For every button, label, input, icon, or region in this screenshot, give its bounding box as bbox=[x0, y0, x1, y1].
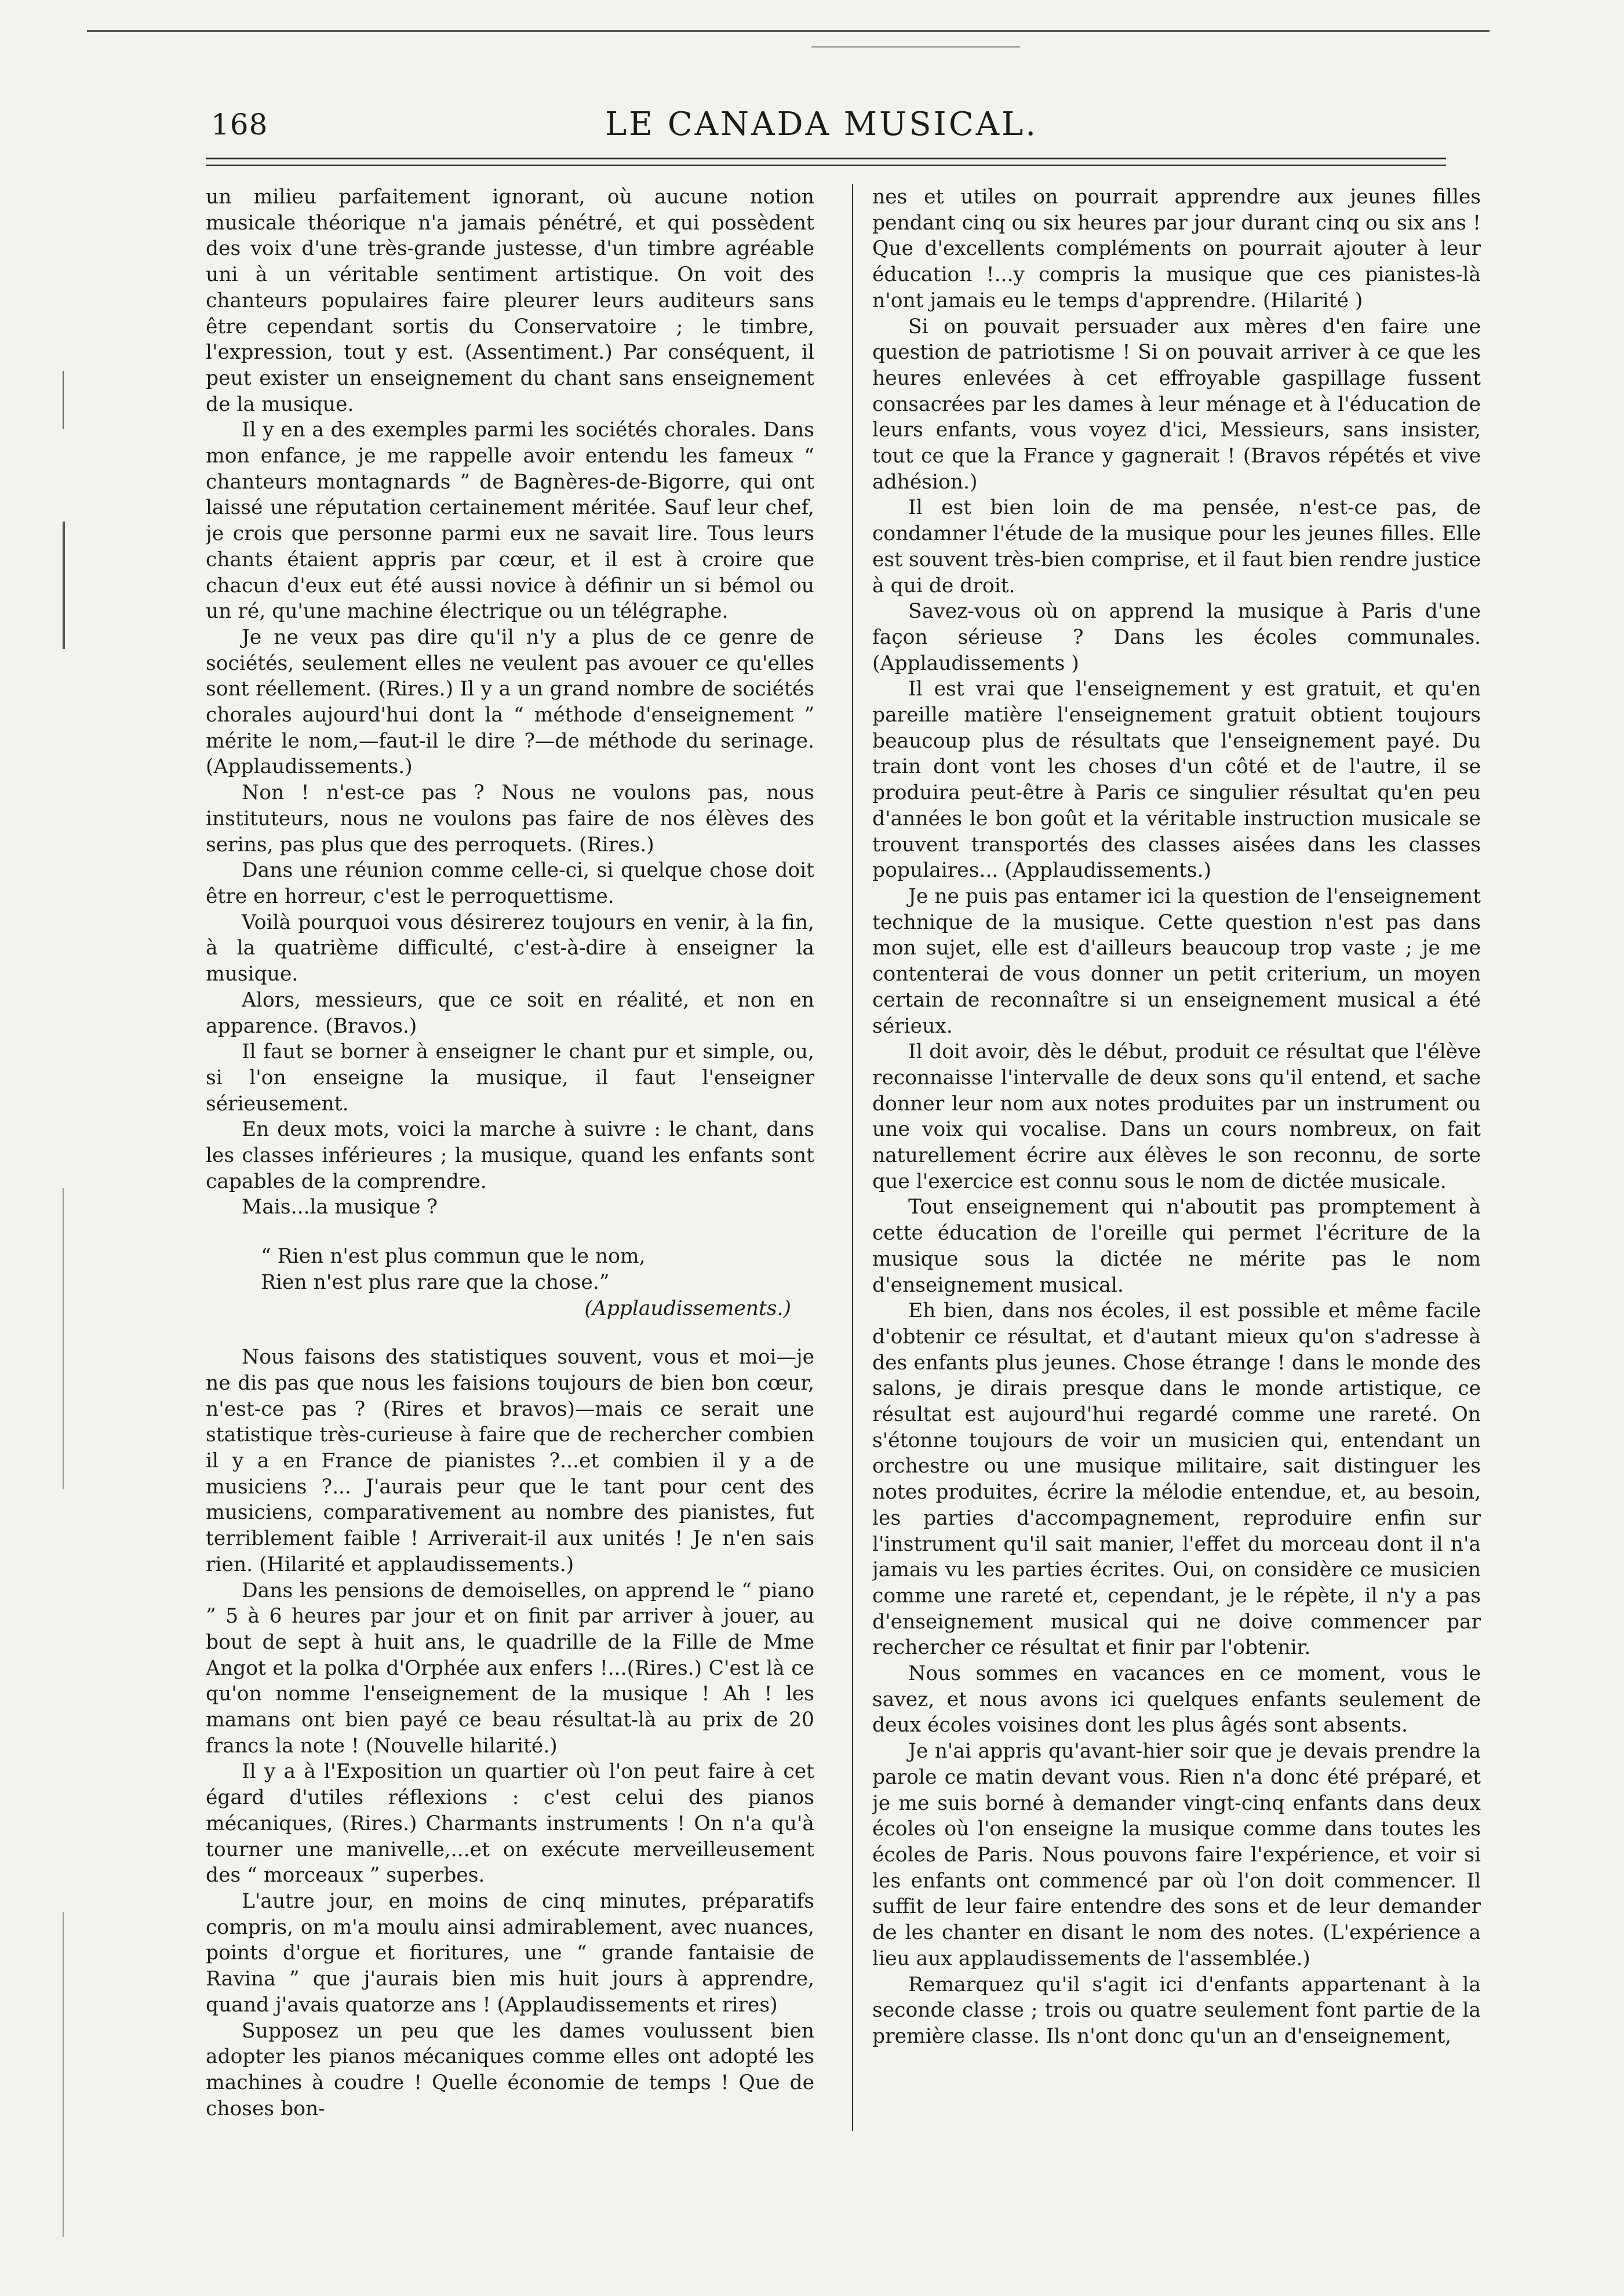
paragraph: nes et utiles on pourrait apprendre aux jeunes filles pendant cinq ou six heures par jour durant cinq ou six ans ! Que d'excellents compléments on pourrait ajouter à leur éducation !...y compris la musique que ces pianistes-là n'ont jamais eu le temps d'apprendre. (Hilarité ) bbox=[872, 185, 1481, 312]
paragraph: Il est bien loin de ma pensée, n'est-ce pas, de condamner l'étude de la musique pour les jeunes filles. Elle est souvent très-bien comprise, et il faut bien rendre justice à qui de droit. bbox=[872, 496, 1481, 597]
quote-applause: (Applaudissements.) bbox=[584, 1296, 791, 1320]
paragraph: Je ne veux pas dire qu'il n'y a plus de ce genre de sociétés, seulement elles ne veulent pas avouer ce qu'elles sont réellement. (Rires.) Il y a un grand nombre de sociétés chorales aujourd'hui dont la “ méthode d'enseignement ” mérite le nom,—faut-il le dire ?—de méthode du serinage. (Applaudissements.) bbox=[206, 625, 814, 779]
paragraph: Dans une réunion comme celle-ci, si quelque chose doit être en horreur, c'est le perroquettisme. bbox=[206, 859, 814, 908]
margin-mark bbox=[63, 522, 65, 649]
left-column bbox=[206, 184, 814, 2224]
margin-mark bbox=[63, 371, 64, 429]
paragraph: Nous sommes en vacances en ce moment, vous le savez, et nous avons ici quelques enfants seulement de deux écoles voisines dont les plus âgés sont absents. bbox=[872, 1662, 1481, 1737]
page-header bbox=[197, 97, 1446, 150]
paragraph: Voilà pourquoi vous désirerez toujours en venir, à la fin, à la quatrième difficulté, c'est-à-dire à enseigner la musique. bbox=[206, 910, 814, 986]
paragraph: Je ne puis pas entamer ici la question de l'enseignement technique de la musique. Cette question n'est pas dans mon sujet, elle est d'ailleurs beaucoup trop vaste ; je me contenterai de vous donner un petit criterium, un moyen certain de reconnaître si un enseignement musical a été sérieux. bbox=[872, 884, 1481, 1038]
paragraph: Tout enseignement qui n'aboutit pas promptement à cette éducation de l'oreille qui permet l'écriture de la musique sous la dictée ne mérite pas le nom d'enseignement musical. bbox=[872, 1196, 1481, 1297]
paragraph: Alors, messieurs, que ce soit en réalité, et non en apparence. (Bravos.) bbox=[206, 988, 814, 1038]
paragraph: Il doit avoir, dès le début, produit ce résultat que l'élève reconnaisse l'intervalle de deux sons qu'il entend, et sache donner leur nom aux notes produites par un instrument ou une voix qui vocalise. Dans un cours nombreux, on fait naturellement écrire aux élèves le son reconnu, de sorte que l'exercice est connu sous le nom de dictée musicale. bbox=[872, 1040, 1481, 1193]
paragraph: Il y a à l'Exposition un quartier où l'on peut faire à cet égard d'utiles réflexions : c'est celui des pianos mécaniques, (Rires.) Charmants instruments ! On n'a qu'à tourner une manivelle,...et on exécute merveilleusement des “ morceaux ” superbes. bbox=[206, 1760, 814, 1887]
paragraph: Non ! n'est-ce pas ? Nous ne voulons pas, nous instituteurs, nous ne voulons pas faire de nos élèves des serins, pas plus que des perroquets. (Rires.) bbox=[206, 781, 814, 857]
paragraph: Il faut se borner à enseigner le chant pur et simple, ou, si l'on enseigne la musique, il faut l'enseigner sérieusement. bbox=[206, 1040, 814, 1116]
quote-line: Rien n'est plus rare que la chose.” bbox=[261, 1270, 610, 1294]
right-column bbox=[872, 184, 1481, 2224]
journal-title: LE CANADA MUSICAL. bbox=[605, 105, 1039, 143]
top-rule bbox=[87, 30, 1490, 32]
paragraph: Savez-vous où on apprend la musique à Paris d'une façon sérieuse ? Dans les écoles communales. (Applaudissements ) bbox=[872, 600, 1481, 675]
paragraph: Dans les pensions de demoiselles, on apprend le “ piano ” 5 à 6 heures par jour et on finit par arriver à jouer, au bout de sept à huit ans, le quadrille de la Fille de Mme Angot et la polka d'Orphée aux enfers !...(Rires.) C'est là ce qu'on nomme l'enseignement de la musique ! Ah ! les mamans ont bien payé ce beau résultat-là au prix de 20 francs la note ! (Nouvelle hilarité.) bbox=[206, 1579, 814, 1758]
paragraph: un milieu parfaitement ignorant, où aucune notion musicale théorique n'a jamais pénétré, et qui possèdent des voix d'une très-grande justesse, d'un timbre agréable uni à un véritable sentiment artistique. On voit des chanteurs populaires faire pleurer leurs auditeurs sans être cependant sortis du Conservatoire ; le timbre, l'expression, tout y est. (Assentiment.) Par conséquent, il peut exister un enseignement du chant sans enseignement de la musique. bbox=[206, 185, 814, 416]
paragraph: Remarquez qu'il s'agit ici d'enfants appartenant à la seconde classe ; trois ou quatre seulement font partie de la première classe. Ils n'ont donc qu'un an d'enseignement, bbox=[872, 1973, 1481, 2048]
header-rule-top bbox=[206, 158, 1446, 159]
paragraph: Mais...la musique ? bbox=[242, 1196, 438, 1219]
paragraph: Nous faisons des statistiques souvent, vous et moi—je ne dis pas que nous les faisions toujours de bien bon cœur, n'est-ce pas ? (Rires et bravos)—mais ce serait une statistique très-curieuse à faire que de rechercher combien il y a en France de pianistes ?...et combien il y a de musiciens ?... J'aurais peur que le tant pour cent des musiciens, comparativement au nombre des pianistes, fut terriblement faible ! Arriverait-il aux unités ! Je n'en sais rien. (Hilarité et applaudissements.) bbox=[206, 1346, 814, 1576]
paragraph: L'autre jour, en moins de cinq minutes, préparatifs compris, on m'a moulu ainsi admirablement, avec nuances, points d'orgue et fioritures, une “ grande fantaisie de Ravina ” que j'aurais bien mis huit jours à apprendre, quand j'avais quatorze ans ! (Applaudissements et rires) bbox=[206, 1890, 814, 2017]
paragraph: Eh bien, dans nos écoles, il est possible et même facile d'obtenir ce résultat, et d'autant mieux qu'on s'adresse à des enfants plus jeunes. Chose étrange ! dans le monde des salons, je dirais presque dans le monde artistique, ce résultat est aujourd'hui regardé comme une rareté. On s'étonne toujours de voir un musicien qui, entendant un orchestre ou une musique militaire, sait distinguer les notes produites, écrire la mélodie entendue, et, au besoin, les parties d'accompagnement, reproduire enfin sur l'instrument qu'il sait manier, l'effet du morceau dont il n'a jamais vu les parties écrites. Oui, on considère ce musicien comme une rareté et, cependant, je le répète, il n'y a pas d'enseignement musical qui ne doive commencer par rechercher ce résultat et finir par l'obtenir. bbox=[872, 1299, 1481, 1660]
paragraph: En deux mots, voici la marche à suivre : le chant, dans les classes inférieures ; la musique, quand les enfants sont capables de la comprendre. bbox=[206, 1118, 814, 1193]
paragraph: Il y en a des exemples parmi les sociétés chorales. Dans mon enfance, je me rappelle avoir entendu les fameux “ chanteurs montagnards ” de Bagnères-de-Bigorre, qui ont laissé une réputation certainement méritée. Sauf leur chef, je crois que personne parmi eux ne savait lire. Tous leurs chants étaient appris par cœur, et il est à croire que chacun d'eux eut été aussi novice à définir un si bémol ou un ré, qu'une machine électrique ou un télégraphe. bbox=[206, 418, 814, 624]
page-number: 168 bbox=[211, 108, 268, 141]
paragraph: Si on pouvait persuader aux mères d'en faire une question de patriotisme ! Si on pouvait arriver à ce que les heures enlevées à cet effroyable gaspillage fussent consacrées par les dames à leur ménage et à l'éducation de leurs enfants, vous voyez d'ici, Messieurs, sans insister, tout ce que la France y gagnerait ! (Bravos répétés et vive adhésion.) bbox=[872, 315, 1481, 494]
margin-mark bbox=[63, 1188, 64, 1489]
quote-line: “ Rien n'est plus commun que le nom, bbox=[261, 1245, 646, 1269]
column-divider bbox=[852, 184, 853, 2131]
paragraph: Je n'ai appris qu'avant-hier soir que je devais prendre la parole ce matin devant vous. Rien n'a donc été préparé, et je me suis borné à demander vingt-cinq enfants dans deux écoles où l'on enseigne la musique comme dans toutes les écoles de Paris. Nous pouvons faire l'expérience, et voir si les enfants ont commencé par où l'on doit commencer. Il suffit de leur faire entendre des sons et de leur demander de les chanter en disant le nom des notes. (L'expérience a lieu aux applaudissements de l'assemblée.) bbox=[872, 1740, 1481, 1970]
paragraph: Supposez un peu que les dames voulussent bien adopter les pianos mécaniques comme elles ont adopté les machines à coudre ! Quelle économie de temps ! Que de choses bon- bbox=[206, 2019, 814, 2120]
margin-mark bbox=[63, 1912, 64, 2237]
quotation bbox=[206, 1244, 814, 1321]
paragraph: Il est vrai que l'enseignement y est gratuit, et qu'en pareille matière l'enseignement gratuit obtient toujours beaucoup plus de résultats que l'enseignement payé. Du train dont vont les choses d'un côté et de l'autre, il se produira peut-être à Paris ce singulier résultat qu'en peu d'années le bon goût et la véritable instruction musicale se trouvent transportés des classes aisées dans les classes populaires... (Applaudissements.) bbox=[872, 677, 1481, 883]
top-rule-short bbox=[811, 46, 1020, 48]
header-rule-bottom bbox=[206, 165, 1446, 166]
